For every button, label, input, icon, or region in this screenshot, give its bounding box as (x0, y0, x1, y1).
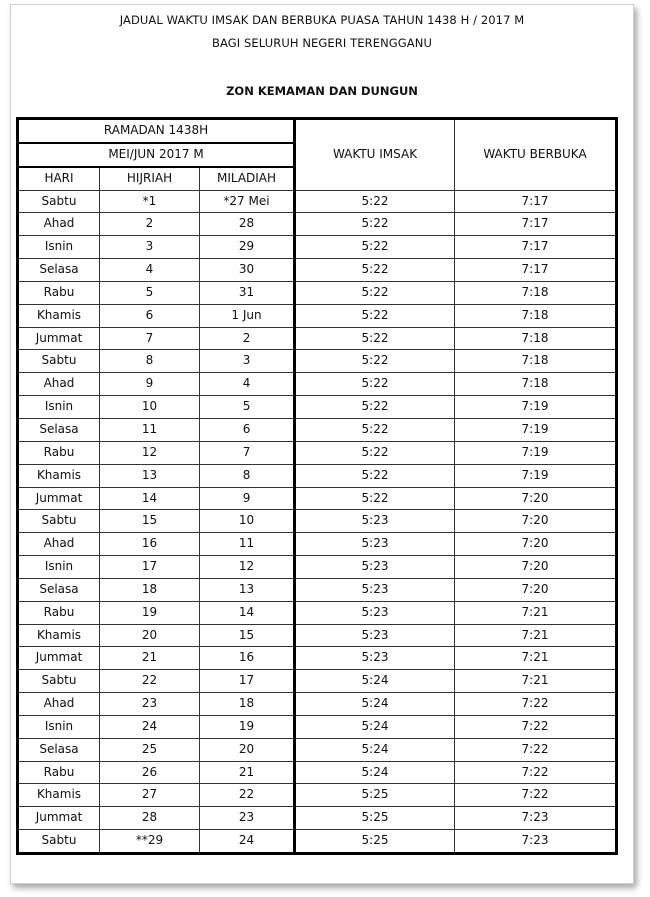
hijriah-cell: 10 (100, 396, 200, 419)
hari-cell: Jummat (18, 647, 100, 670)
hijriah-cell: 11 (100, 418, 200, 441)
imsak-cell: 5:24 (295, 715, 455, 738)
hari-cell: Selasa (18, 578, 100, 601)
imsak-cell: 5:25 (295, 784, 455, 807)
berbuka-cell: 7:21 (455, 601, 617, 624)
table-row (18, 784, 617, 807)
hijriah-cell: 3 (100, 236, 200, 259)
hari-cell: Sabtu (18, 190, 100, 213)
imsak-header: WAKTU IMSAK (295, 119, 455, 191)
hari-cell: Rabu (18, 601, 100, 624)
berbuka-cell: 7:22 (455, 715, 617, 738)
berbuka-cell: 7:20 (455, 556, 617, 579)
miladiah-cell: *27 Mei (200, 190, 295, 213)
imsak-cell: 5:22 (295, 464, 455, 487)
berbuka-cell: 7:20 (455, 578, 617, 601)
hijriah-cell: 5 (100, 281, 200, 304)
table-row (18, 350, 617, 373)
miladiah-cell: 30 (200, 259, 295, 282)
imsak-cell: 5:22 (295, 487, 455, 510)
imsak-cell: 5:25 (295, 830, 455, 854)
berbuka-header: WAKTU BERBUKA (455, 119, 617, 191)
imsak-cell: 5:22 (295, 441, 455, 464)
berbuka-cell: 7:19 (455, 441, 617, 464)
table-row (18, 533, 617, 556)
table-row (18, 578, 617, 601)
berbuka-cell: 7:19 (455, 464, 617, 487)
hari-cell: Selasa (18, 259, 100, 282)
hari-cell: Khamis (18, 464, 100, 487)
table-row (18, 830, 617, 854)
imsak-cell: 5:25 (295, 807, 455, 830)
hijriah-cell: 26 (100, 761, 200, 784)
berbuka-cell: 7:17 (455, 213, 617, 236)
miladiah-header: MILADIAH (200, 167, 295, 190)
hari-cell: Khamis (18, 624, 100, 647)
hijriah-cell: 22 (100, 670, 200, 693)
imsak-cell: 5:22 (295, 327, 455, 350)
berbuka-cell: 7:20 (455, 487, 617, 510)
hijriah-cell: 23 (100, 693, 200, 716)
miladiah-cell: 31 (200, 281, 295, 304)
document-subtitle: BAGI SELURUH NEGERI TERENGGANU (212, 36, 432, 50)
table-row (18, 304, 617, 327)
hijriah-cell: 8 (100, 350, 200, 373)
table-row (18, 281, 617, 304)
hijriah-cell: 17 (100, 556, 200, 579)
hijriah-cell: 7 (100, 327, 200, 350)
berbuka-cell: 7:18 (455, 373, 617, 396)
table-row (18, 601, 617, 624)
hari-cell: Isnin (18, 236, 100, 259)
table-row (18, 647, 617, 670)
hijriah-cell: 24 (100, 715, 200, 738)
miladiah-cell: 7 (200, 441, 295, 464)
miladiah-cell: 28 (200, 213, 295, 236)
table-row (18, 213, 617, 236)
berbuka-cell: 7:18 (455, 327, 617, 350)
miladiah-cell: 13 (200, 578, 295, 601)
berbuka-cell: 7:21 (455, 647, 617, 670)
table-row (18, 441, 617, 464)
imsak-cell: 5:22 (295, 190, 455, 213)
berbuka-cell: 7:23 (455, 807, 617, 830)
miladiah-cell: 10 (200, 510, 295, 533)
hari-cell: Khamis (18, 784, 100, 807)
imsak-cell: 5:22 (295, 259, 455, 282)
hari-cell: Rabu (18, 761, 100, 784)
hari-header: HARI (18, 167, 100, 190)
miladiah-cell: 4 (200, 373, 295, 396)
miladiah-cell: 12 (200, 556, 295, 579)
table-row (18, 396, 617, 419)
hari-cell: Ahad (18, 533, 100, 556)
imsak-cell: 5:22 (295, 396, 455, 419)
table-row (18, 259, 617, 282)
table-row (18, 556, 617, 579)
ramadan-header: RAMADAN 1438H (18, 119, 295, 143)
hari-cell: Jummat (18, 327, 100, 350)
miladiah-cell: 18 (200, 693, 295, 716)
imsak-cell: 5:22 (295, 236, 455, 259)
imsak-cell: 5:23 (295, 533, 455, 556)
imsak-cell: 5:22 (295, 213, 455, 236)
berbuka-cell: 7:17 (455, 259, 617, 282)
hijriah-cell: 2 (100, 213, 200, 236)
hari-cell: Sabtu (18, 350, 100, 373)
imsak-cell: 5:24 (295, 693, 455, 716)
miladiah-cell: 20 (200, 738, 295, 761)
hari-cell: Khamis (18, 304, 100, 327)
hijriah-cell: 14 (100, 487, 200, 510)
table-row (18, 715, 617, 738)
hari-cell: Isnin (18, 396, 100, 419)
imsak-cell: 5:22 (295, 281, 455, 304)
miladiah-cell: 5 (200, 396, 295, 419)
table-row (18, 464, 617, 487)
hijriah-cell: 18 (100, 578, 200, 601)
miladiah-cell: 8 (200, 464, 295, 487)
hijriah-header: HIJRIAH (100, 167, 200, 190)
hari-cell: Ahad (18, 693, 100, 716)
table-row (18, 418, 617, 441)
berbuka-cell: 7:22 (455, 761, 617, 784)
hari-cell: Isnin (18, 556, 100, 579)
table-row (18, 236, 617, 259)
table-header (18, 119, 617, 191)
table-row (18, 761, 617, 784)
miladiah-cell: 15 (200, 624, 295, 647)
miladiah-cell: 22 (200, 784, 295, 807)
imsak-cell: 5:23 (295, 510, 455, 533)
schedule-table (16, 117, 618, 855)
imsak-cell: 5:22 (295, 418, 455, 441)
hijriah-cell: **29 (100, 830, 200, 854)
berbuka-cell: 7:21 (455, 670, 617, 693)
berbuka-cell: 7:19 (455, 418, 617, 441)
hari-cell: Jummat (18, 807, 100, 830)
imsak-cell: 5:24 (295, 761, 455, 784)
hari-cell: Ahad (18, 373, 100, 396)
hari-cell: Selasa (18, 418, 100, 441)
miladiah-cell: 3 (200, 350, 295, 373)
hijriah-cell: 27 (100, 784, 200, 807)
berbuka-cell: 7:22 (455, 738, 617, 761)
table-body (18, 190, 617, 853)
imsak-cell: 5:23 (295, 578, 455, 601)
hijriah-cell: 12 (100, 441, 200, 464)
berbuka-cell: 7:18 (455, 304, 617, 327)
berbuka-cell: 7:20 (455, 533, 617, 556)
miladiah-cell: 23 (200, 807, 295, 830)
berbuka-cell: 7:20 (455, 510, 617, 533)
imsak-cell: 5:22 (295, 304, 455, 327)
miladiah-cell: 11 (200, 533, 295, 556)
table-row (18, 487, 617, 510)
imsak-cell: 5:22 (295, 373, 455, 396)
imsak-cell: 5:23 (295, 624, 455, 647)
hari-cell: Rabu (18, 281, 100, 304)
imsak-cell: 5:24 (295, 738, 455, 761)
miladiah-cell: 14 (200, 601, 295, 624)
hijriah-cell: 15 (100, 510, 200, 533)
table-row (18, 670, 617, 693)
table-row (18, 327, 617, 350)
table-row (18, 510, 617, 533)
table-row (18, 693, 617, 716)
zone-title: ZON KEMAMAN DAN DUNGUN (226, 84, 418, 98)
miladiah-cell: 9 (200, 487, 295, 510)
month-header: MEI/JUN 2017 M (18, 143, 295, 167)
hari-cell: Selasa (18, 738, 100, 761)
table-row (18, 373, 617, 396)
imsak-cell: 5:23 (295, 556, 455, 579)
berbuka-cell: 7:22 (455, 693, 617, 716)
berbuka-cell: 7:18 (455, 281, 617, 304)
hari-cell: Sabtu (18, 670, 100, 693)
table-row (18, 190, 617, 213)
miladiah-cell: 29 (200, 236, 295, 259)
hijriah-cell: 21 (100, 647, 200, 670)
miladiah-cell: 1 Jun (200, 304, 295, 327)
berbuka-cell: 7:23 (455, 830, 617, 854)
miladiah-cell: 21 (200, 761, 295, 784)
hari-cell: Ahad (18, 213, 100, 236)
hijriah-cell: 25 (100, 738, 200, 761)
hari-cell: Jummat (18, 487, 100, 510)
table-row (18, 624, 617, 647)
hari-cell: Rabu (18, 441, 100, 464)
hijriah-cell: *1 (100, 190, 200, 213)
hijriah-cell: 9 (100, 373, 200, 396)
hari-cell: Sabtu (18, 830, 100, 854)
berbuka-cell: 7:21 (455, 624, 617, 647)
document-title: JADUAL WAKTU IMSAK DAN BERBUKA PUASA TAHUN 1438 H / 2017 M (119, 13, 525, 27)
imsak-cell: 5:24 (295, 670, 455, 693)
hari-cell: Isnin (18, 715, 100, 738)
imsak-cell: 5:23 (295, 647, 455, 670)
hijriah-cell: 20 (100, 624, 200, 647)
hijriah-cell: 28 (100, 807, 200, 830)
miladiah-cell: 19 (200, 715, 295, 738)
miladiah-cell: 17 (200, 670, 295, 693)
hijriah-cell: 4 (100, 259, 200, 282)
hijriah-cell: 19 (100, 601, 200, 624)
berbuka-cell: 7:17 (455, 190, 617, 213)
hijriah-cell: 16 (100, 533, 200, 556)
hijriah-cell: 13 (100, 464, 200, 487)
table-row (18, 807, 617, 830)
berbuka-cell: 7:19 (455, 396, 617, 419)
miladiah-cell: 24 (200, 830, 295, 854)
berbuka-cell: 7:22 (455, 784, 617, 807)
hari-cell: Sabtu (18, 510, 100, 533)
imsak-cell: 5:23 (295, 601, 455, 624)
miladiah-cell: 6 (200, 418, 295, 441)
imsak-cell: 5:22 (295, 350, 455, 373)
hijriah-cell: 6 (100, 304, 200, 327)
miladiah-cell: 2 (200, 327, 295, 350)
berbuka-cell: 7:18 (455, 350, 617, 373)
berbuka-cell: 7:17 (455, 236, 617, 259)
miladiah-cell: 16 (200, 647, 295, 670)
table-row (18, 738, 617, 761)
